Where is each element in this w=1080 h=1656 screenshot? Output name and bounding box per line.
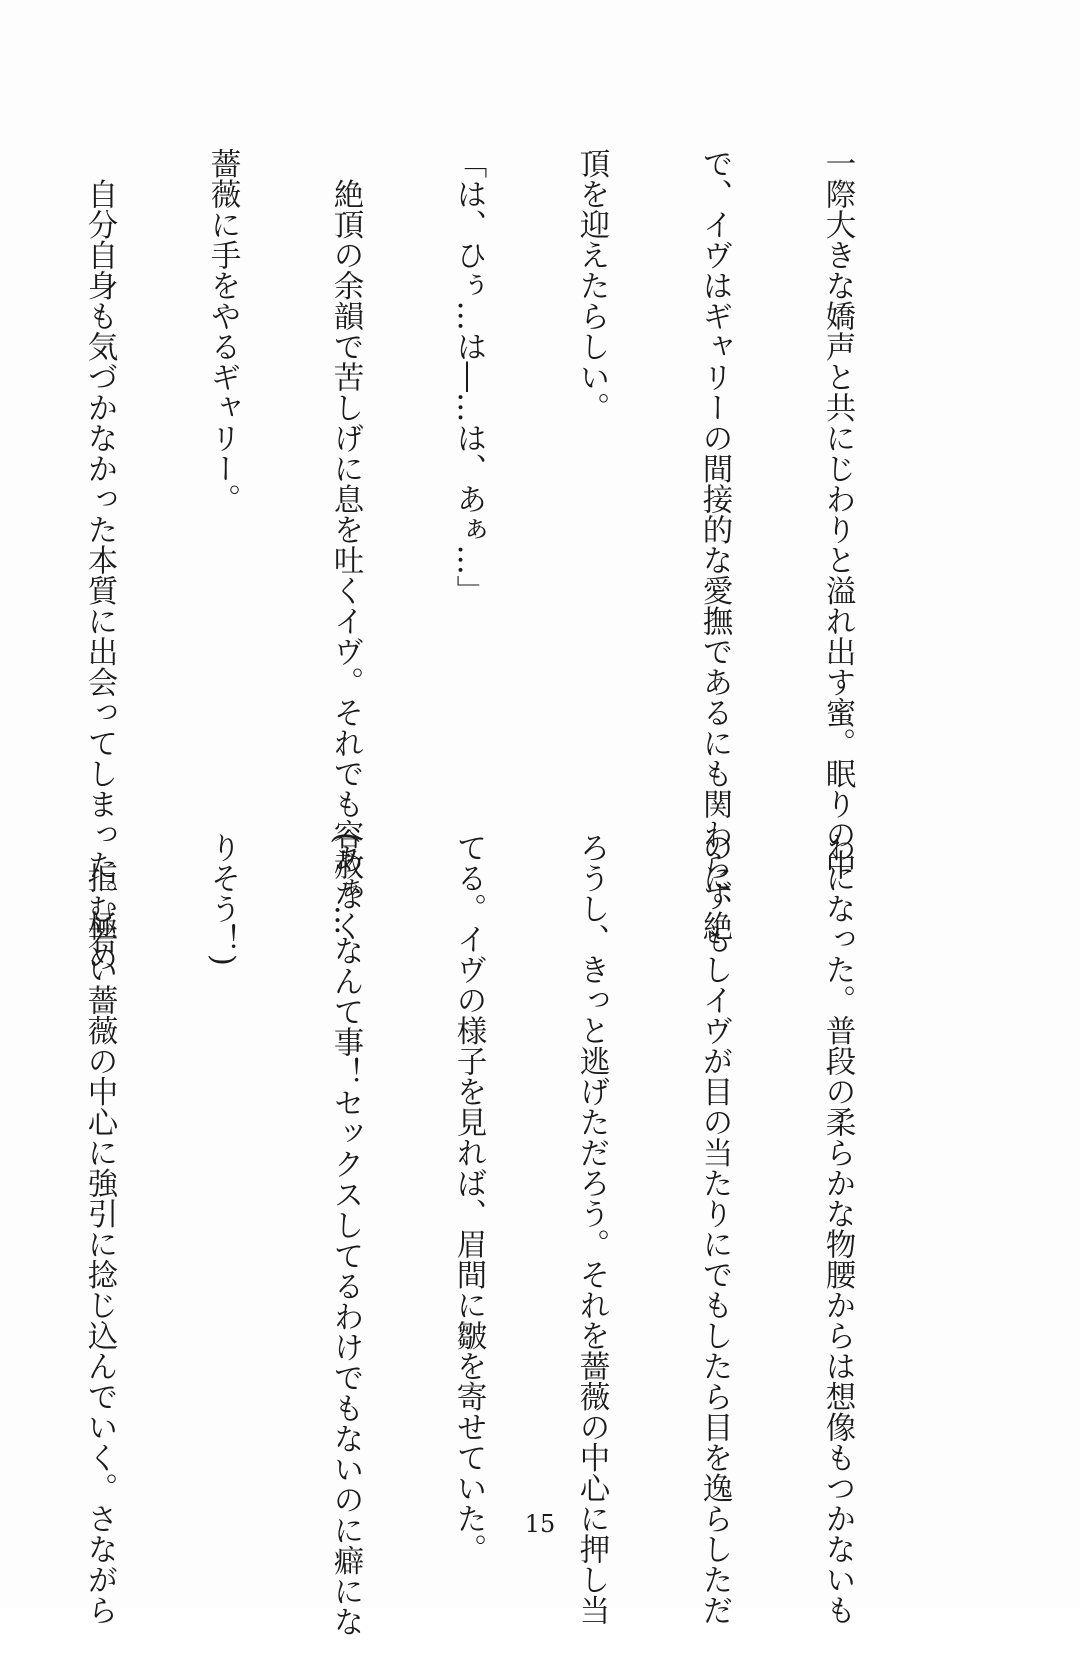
text-line: 絶頂の余韻で苦しげに息を吐くイヴ。それでも容赦なく [328, 148, 363, 941]
text-line: 一際大きな嬌声と共にじわりと溢れ出す蜜。眠りの中 [820, 148, 855, 880]
text-line: で、イヴはギャリーの間接的な愛撫であるにも関わらず絶 [697, 148, 732, 941]
text-line: 薔薇に手をやるギャリー。 [205, 148, 240, 514]
text-line: 拒む若い薔薇の中心に強引に捻じ込んでいく。さながら [82, 832, 117, 1625]
text-line: のに、もしイヴが目の当たりにでもしたら目を逸らしただ [697, 832, 732, 1625]
text-line: てる。イヴの様子を見れば、眉間に皺を寄せていた。 [451, 832, 486, 1564]
text-line: ろうし、きっと逃げただろう。それを薔薇の中心に押し当 [574, 832, 609, 1625]
text-line: (あぁ…なんて事！セックスしてるわけでもないのに癖にな [328, 832, 363, 1637]
text-line: 自分自身も気づかなかった本質に出会ってしまった。極め [82, 148, 117, 972]
text-line: 頂を迎えたらしい。 [574, 148, 609, 423]
text-line: 「は、ひぅ…は―…は、あぁ…」 [451, 148, 486, 606]
text-line: りそう！) [205, 832, 240, 966]
page-number: 15 [524, 1510, 556, 1538]
text-line: わになった。普段の柔らかな物腰からは想像もつかないも [820, 832, 855, 1625]
